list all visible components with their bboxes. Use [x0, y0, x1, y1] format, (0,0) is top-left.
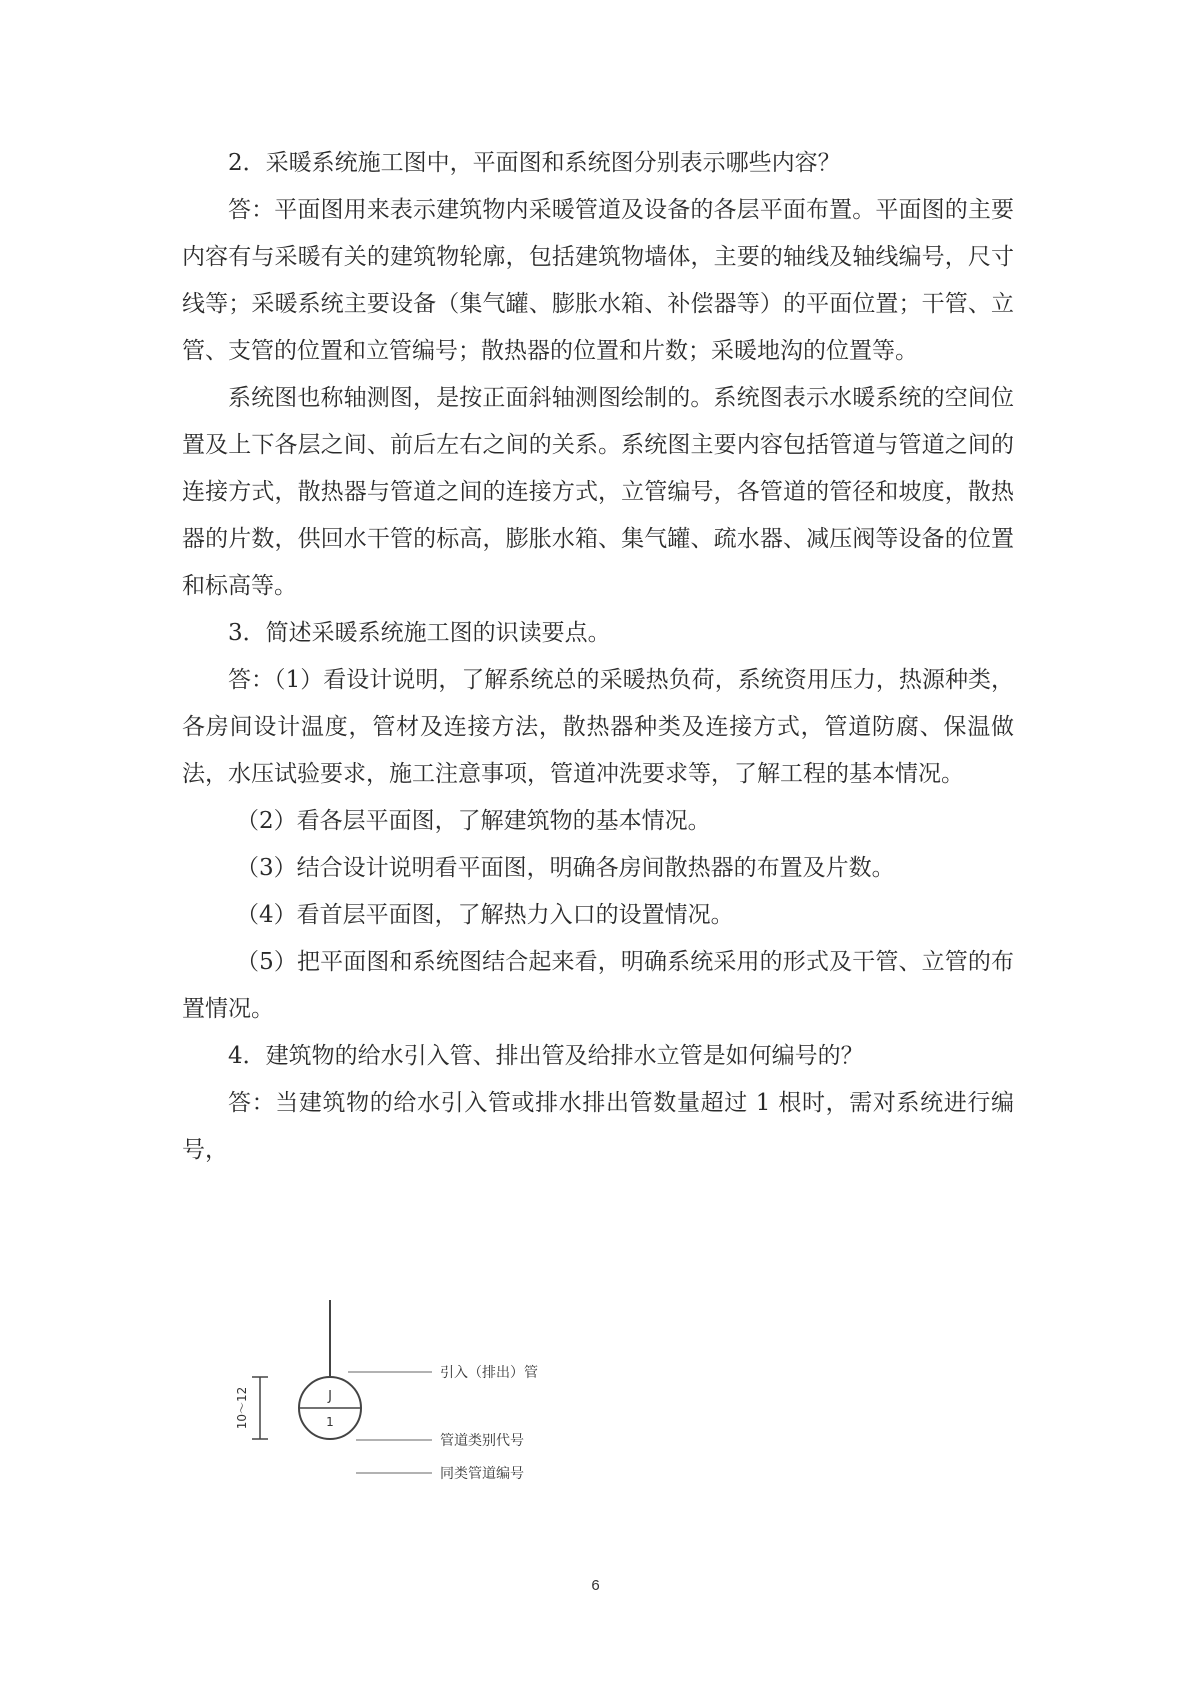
answer-4: 答：当建筑物的给水引入管或排水排出管数量超过 1 根时，需对系统进行编号，: [182, 1090, 1014, 1163]
answer-3-item-4: （4）看首层平面图，了解热力入口的设置情况。: [236, 902, 734, 928]
dimension-label: 10～12: [235, 1386, 249, 1430]
question-3: 3．简述采暖系统施工图的识读要点。: [228, 620, 611, 646]
page-number: 6: [591, 1577, 600, 1594]
answer-2-paragraph-2: 系统图也称轴测图，是按正面斜轴测图绘制的。系统图表示水暖系统的空间位置及上下各层之间、前后左右之间的关系。系统图主要内容包括管道与管道之间的连接方式，散热器与管道之间的连接方式，立管编号，各管道的管径和坡度，散热器的片数，供回水干管的标高，膨胀水箱、集气罐、疏水器、减压阀等设备的位置和标高等。: [182, 385, 1014, 599]
question-4: 4．建筑物的给水引入管、排出管及给排水立管是如何编号的？: [228, 1043, 864, 1069]
document-body: [182, 140, 1014, 1174]
label-number: 同类管道编号: [440, 1466, 524, 1482]
question-2: 2．采暖系统施工图中，平面图和系统图分别表示哪些内容？: [228, 150, 841, 176]
pipe-numbering-svg: [235, 1300, 670, 1515]
circle-category-code: J: [328, 1389, 332, 1404]
pipe-numbering-diagram: [235, 1300, 670, 1515]
answer-3-item-2: （2）看各层平面图，了解建筑物的基本情况。: [236, 808, 711, 834]
label-pipe: 引入（排出）管: [440, 1365, 538, 1381]
answer-3-item-5: （5）把平面图和系统图结合起来看，明确系统采用的形式及干管、立管的布置情况。: [182, 949, 1014, 1022]
label-category: 管道类别代号: [440, 1433, 524, 1449]
answer-3-item-1: 答：（1）看设计说明，了解系统总的采暖热负荷，系统资用压力，热源种类，各房间设计温度，管材及连接方法，散热器种类及连接方式，管道防腐、保温做法，水压试验要求，施工注意事项，管道冲洗要求等，了解工程的基本情况。: [182, 667, 1014, 787]
answer-2-paragraph-1: 答：平面图用来表示建筑物内采暖管道及设备的各层平面布置。平面图的主要内容有与采暖有关的建筑物轮廓，包括建筑物墙体，主要的轴线及轴线编号，尺寸线等；采暖系统主要设备（集气罐、膨胀水箱、补偿器等）的平面位置；干管、立管、支管的位置和立管编号；散热器的位置和片数；采暖地沟的位置等。: [182, 197, 1014, 364]
answer-3-item-3: （3）结合设计说明看平面图，明确各房间散热器的布置及片数。: [236, 855, 895, 881]
circle-pipe-number: 1: [326, 1415, 334, 1429]
